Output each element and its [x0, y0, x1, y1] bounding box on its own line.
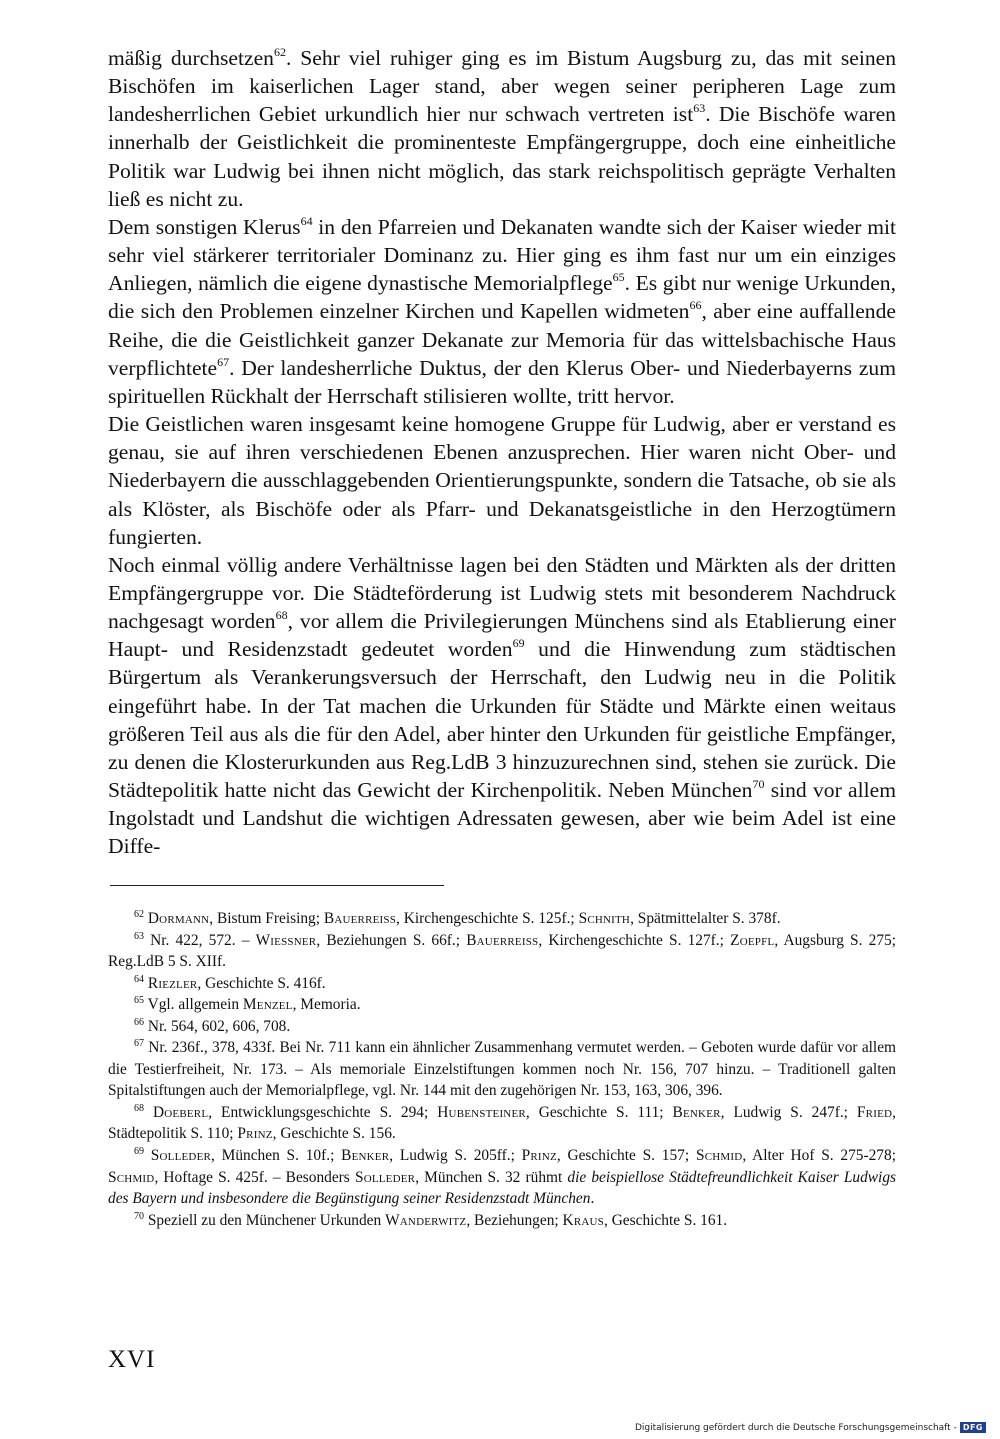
footnote-67: $^{67}$ Nr. 236f., 378, 433f. Bei Nr. 711 kann ein ähnlicher Zusammenhang vermutet werden. – Geboten wurde dafür vor allem die Testierfreiheit, Nr. 173. – Als memoriale Einzelstiftungen kommen noch Nr. 156, 707 hinzu. – Traditionell galten Spitalstiftungen auch der Memorialpflege, vgl. Nr. 144 mit den zugehörigen Nr. 153, 163, 306, 396. — [108, 1038, 896, 1100]
footnote-66: $^{66}$ Nr. 564, 602, 606, 708. — [134, 1016, 291, 1035]
footnote-ref-70[interactable]: 70 — [752, 777, 765, 792]
footnote-ref-64[interactable]: 64 — [300, 213, 313, 228]
footnote-ref-66[interactable]: 66 — [689, 298, 702, 313]
footnote-69: $^{69}$ Solleder, München S. 10f.; Benker, Ludwig S. 205ff.; Prinz, Geschichte S. 157; Schmid, Alter Hof S. 275-278; Schmid, Hoftage S. 425f. – Besonders Solleder, München S. 32 rühmt die beispiellose Städtefreundlichkeit Kaiser Ludwigs des Bayern und insbesondere die Begünstigung seiner Residenzstadt München. — [108, 1146, 896, 1208]
footnote-ref-68[interactable]: 68 — [275, 608, 288, 623]
footnote-ref-67[interactable]: 67 — [217, 354, 230, 369]
footnote-ref-69[interactable]: 69 — [512, 636, 525, 651]
footnote-68: $^{68}$ Doeberl, Entwicklungsgeschichte S. 294; Hubensteiner, Geschichte S. 111; Benker, Ludwig S. 247f.; Fried, Städtepolitik S. 110; Prinz, Geschichte S. 156. — [108, 1102, 896, 1143]
paragraph-4: Noch einmal völlig andere Verhältnisse lagen bei den Städten und Märkten als der dritten Empfängergruppe vor. Die Städteförderung ist Ludwig stets mit besonderem Nachdruck nachgesagt worden$^{68}$, vor allem die Privilegierungen Münchens sind als Etablierung einer Haupt- und Residenzstadt gedeutet worden$^{69}$ und die Hinwendung zum städtischen Bürgertum als Verankerungsversuch der Herrschaft, den Ludwig neu in die Politik eingeführt habe. In der Tat machen die Urkunden für Städte und Märkte einen weitaus größeren Teil aus als die für den Adel, aber hinter den Urkunden für geistliche Empfänger, zu denen die Klosterurkunden aus Reg.LdB 3 hinzuzurechnen sind, stehen sie zurück. Die Städtepolitik hatte nicht das Gewicht der Kirchenpolitik. Neben München$^{70}$ sind vor allem Ingolstadt und Landshut die wichtigen Adressaten gewesen, aber wie beim Adel ist eine Diffe- — [108, 552, 896, 859]
footnote-70: $^{70}$ Speziell zu den Münchener Urkunden Wanderwitz, Beziehungen; Kraus, Geschichte S. 161. — [134, 1210, 728, 1229]
footnote-65: $^{65}$ Vgl. allgemein Menzel, Memoria. — [134, 995, 361, 1014]
footnote-ref-62[interactable]: 62 — [273, 45, 286, 59]
footnote-63: $^{63}$ Nr. 422, 572. – Wiessner, Beziehungen S. 66f.; Bauerreiss, Kirchengeschichte S. 127f.; Zoepfl, Augsburg S. 275; Reg.LdB 5 S. XIIf. — [108, 930, 896, 971]
digitization-credit — [635, 1422, 986, 1433]
dfg-logo-icon: DFG — [960, 1422, 986, 1433]
credit-text: Digitalisierung gefördert durch die Deutsche Forschungsgemeinschaft - — [634, 1422, 957, 1433]
footnote-ref-63[interactable]: 63 — [693, 101, 706, 116]
page-number: XVI — [108, 1346, 156, 1373]
quotation: die beispiellose Städtefreundlichkeit Kaiser Ludwigs des Bayern und insbesondere die Begünstigung seiner Residenzstadt München — [108, 1168, 896, 1208]
paragraph-3: Die Geistlichen waren insgesamt keine homogene Gruppe für Ludwig, aber er verstand es genau, sie auf ihren verschiedenen Ebenen anzusprechen. Hier waren nicht Ober- und Niederbayern die ausschlaggebenden Orientierungspunkte, sondern die Tatsache, ob sie als als Klöster, als Bischöfe oder als Pfarr- und Dekanatsgeistliche in den Herzogtümern fungierten. — [108, 412, 896, 549]
main-text — [108, 44, 896, 861]
footnote-ref-65[interactable]: 65 — [612, 270, 625, 285]
paragraph-1: mäßig durchsetzen$^{62}$. Sehr viel ruhiger ging es im Bistum Augsburg zu, das mit seinen Bischöfen im kaiserlichen Lager stand, aber wegen seiner peripheren Lage zum landesherrlichen Gebiet urkundlich hier nur schwach vertreten ist$^{63}$. Die Bischöfe waren innerhalb der Geistlichkeit die prominenteste Empfängergruppe, doch eine einheitliche Politik war Ludwig bei ihnen nicht möglich, das stark reichspolitisch geprägte Verhalten ließ es nicht zu. — [108, 45, 896, 211]
footnotes — [108, 908, 896, 1231]
footnote-62: $^{62}$ Dormann, Bistum Freising; Bauerreiss, Kirchengeschichte S. 125f.; Schnith, Spätmittelalter S. 378f. — [134, 909, 781, 927]
footnote-64: $^{64}$ Riezler, Geschichte S. 416f. — [134, 973, 326, 992]
footnote-divider — [110, 885, 444, 886]
paragraph-2: Dem sonstigen Klerus$^{64}$ in den Pfarreien und Dekanaten wandte sich der Kaiser wieder mit sehr viel stärkerer territorialer Dominanz zu. Hier ging es ihm fast nur um ein einziges Anliegen, nämlich die eigene dynastische Memorialpflege$^{65}$. Es gibt nur wenige Urkunden, die sich den Problemen einzelner Kirchen und Kapellen widmeten$^{66}$, aber eine auffallende Reihe, die die Geistlichkeit ganzer Dekanate zur Memoria für das wittelsbachische Haus verpflichtete$^{67}$. Der landesherrliche Duktus, der den Klerus Ober- und Niederbayerns zum spirituellen Rückhalt der Herrschaft stilisieren wollte, tritt hervor. — [108, 213, 896, 408]
